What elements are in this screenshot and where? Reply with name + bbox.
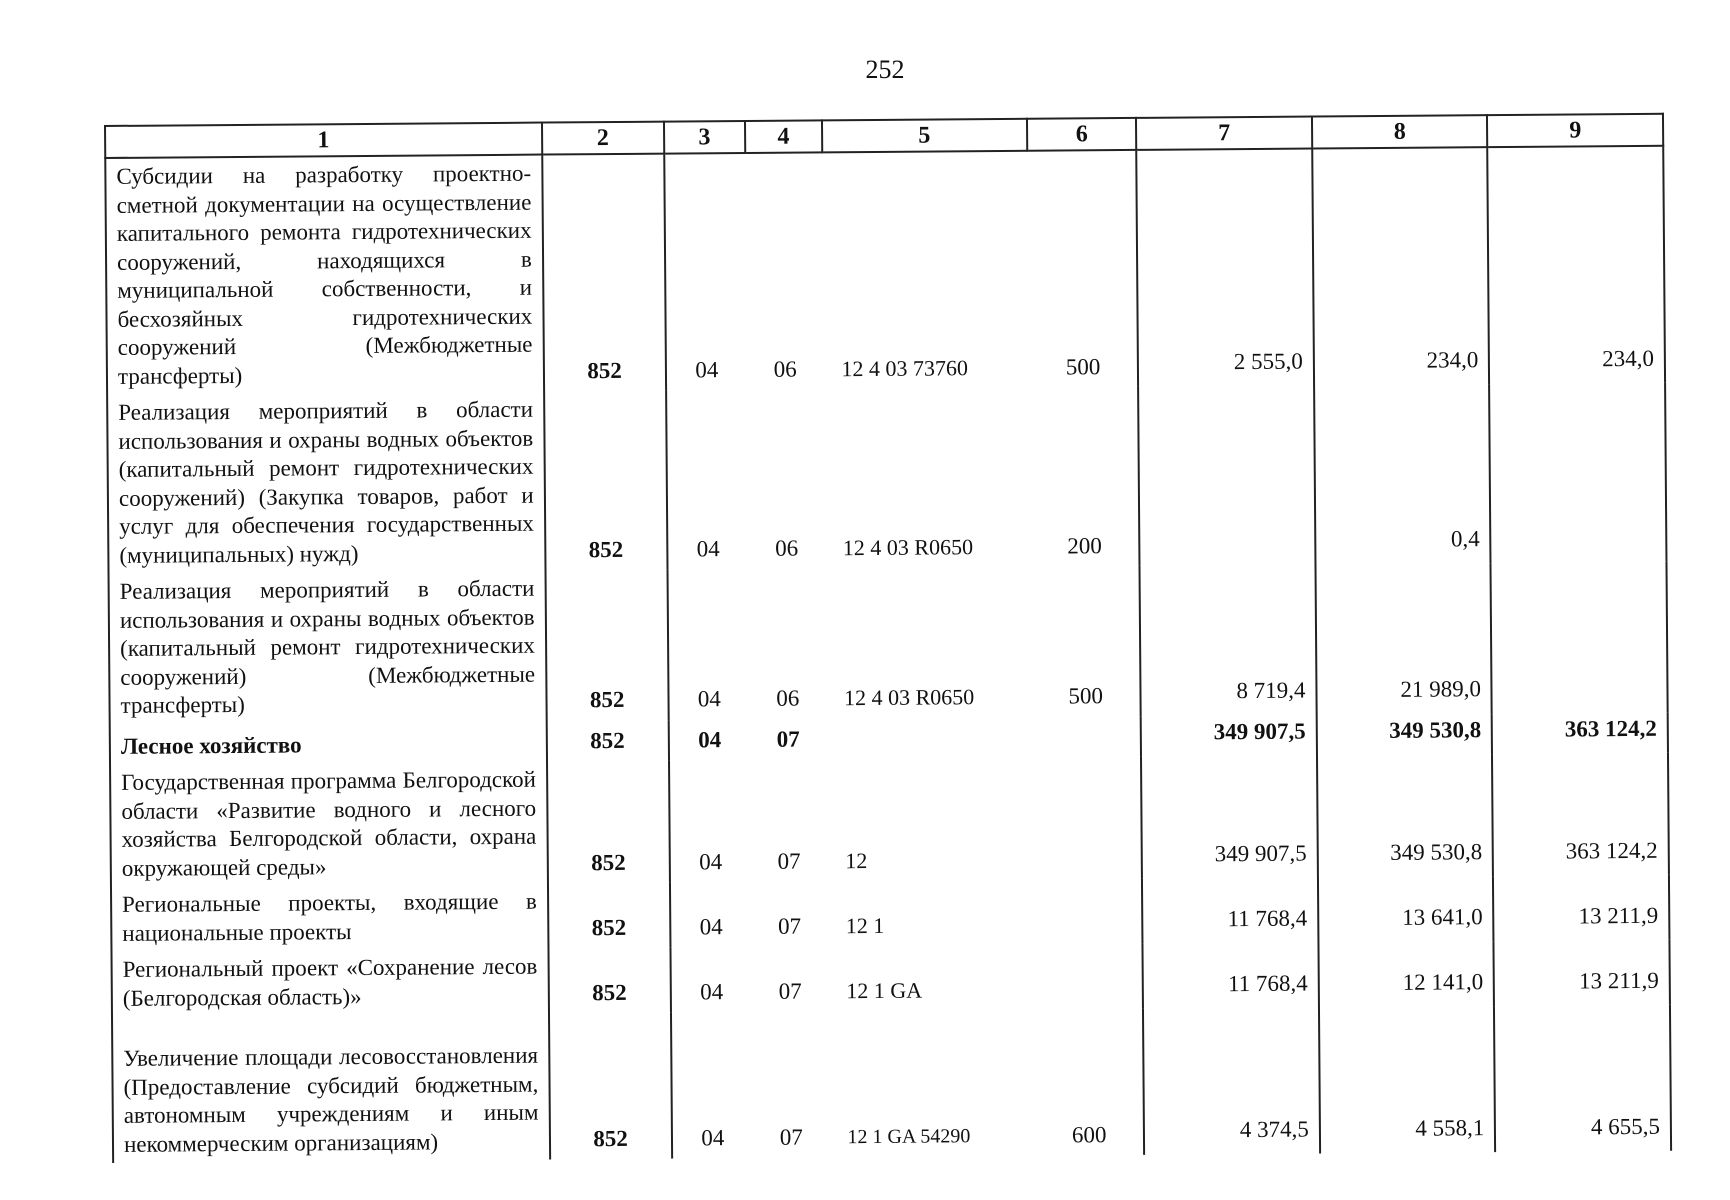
row-name: Региональный проект «Сохранение лесов (Белгородская область)» (111, 949, 548, 1017)
row-year-2: 4 558,1 (1319, 1006, 1496, 1153)
row-name: Реализация мероприятий в области использования и охраны водных объектов (капитальный ремонт гидротехнических сооружений) (Межбюджетные трансферты) (109, 571, 547, 725)
row-rz: 04 (667, 569, 750, 720)
row-csr (826, 717, 1032, 759)
row-year-2: 21 989,0 (1315, 563, 1492, 715)
row-vr (1033, 944, 1143, 1010)
header-col-6: 6 (1027, 118, 1137, 151)
row-vr: 500 (1027, 150, 1138, 388)
row-rz: 04 (670, 882, 752, 948)
header-col-2: 2 (542, 122, 664, 155)
row-year-1 (1138, 386, 1315, 566)
row-name: Реализация мероприятий в области использования и охраны водных объектов (капитальный ремонт гидротехнических сооружений) (Закупка товаров, работ и услуг для обеспечения государственных (муниципальных) нужд) (107, 392, 545, 574)
row-vr (1032, 716, 1142, 757)
header-col-8: 8 (1312, 115, 1488, 148)
table-row (105, 146, 1665, 395)
row-year-2: 13 641,0 (1318, 876, 1494, 942)
row-name: Региональные проекты, входящие в национальные проекты (111, 884, 548, 952)
row-vr: 600 (1034, 1009, 1145, 1156)
row-year-3: 363 124,2 (1492, 753, 1669, 876)
row-pr: 07 (779, 1124, 803, 1150)
header-col-9: 9 (1487, 114, 1663, 147)
row-pr: 07 (777, 848, 801, 874)
row-csr: 12 1 GA (846, 977, 923, 1003)
row-pr: 06 (775, 535, 799, 561)
row-csr: 12 1 GA 54290 (847, 1124, 971, 1148)
header-col-1: 1 (105, 123, 542, 158)
row-vr: 200 (1029, 387, 1140, 567)
row-name: Государственная программа Белгородской области «Развитие водного и лесного хозяйства Белгородской области, охрана окружающей среды» (110, 762, 548, 887)
table-row (111, 940, 1669, 1017)
row-pr: 07 (778, 913, 802, 939)
row-year-2: 349 530,8 (1317, 714, 1493, 756)
row-year-1: 2 555,0 (1137, 149, 1314, 387)
table-row (109, 562, 1668, 725)
row-rz: 04 (666, 390, 749, 570)
row-rz: 04 (668, 719, 750, 760)
row-ved: 852 (549, 1013, 672, 1160)
row-name: Увеличение площади лесовосстановления (Предоставление субсидий бюджетным, автономным учреждениям и иным некоммерческим организациям) (112, 1014, 550, 1163)
row-csr: 12 4 03 R0650 (843, 684, 975, 711)
row-year-3 (1490, 383, 1667, 563)
row-year-3 (1491, 562, 1668, 714)
row-ved: 852 (542, 154, 666, 392)
row-year-3: 363 124,2 (1492, 712, 1668, 754)
row-year-1: 349 907,5 (1141, 715, 1317, 757)
row-year-1: 349 907,5 (1141, 755, 1317, 878)
table-row (110, 753, 1669, 887)
table-row (107, 383, 1666, 574)
row-rz: 04 (670, 947, 752, 1013)
page-number: 252 (865, 55, 905, 84)
row-pr: 06 (773, 356, 797, 382)
row-ved: 852 (548, 948, 670, 1014)
row-ved: 852 (547, 761, 670, 884)
row-year-2: 12 141,0 (1318, 941, 1494, 1007)
row-year-3: 4 655,5 (1494, 1005, 1671, 1152)
row-year-3: 13 211,9 (1493, 875, 1669, 941)
row-year-1: 4 374,5 (1143, 1007, 1320, 1154)
row-rz: 04 (671, 1012, 754, 1159)
header-col-7: 7 (1136, 117, 1312, 150)
header-col-3: 3 (664, 121, 746, 154)
row-pr: 06 (776, 685, 800, 711)
row-year-2: 349 530,8 (1317, 754, 1493, 877)
table-row (112, 1005, 1671, 1163)
row-year-2: 234,0 (1312, 147, 1489, 385)
row-year-2: 0,4 (1314, 384, 1491, 564)
row-csr: 12 4 03 R0650 (842, 533, 974, 560)
row-year-1: 11 768,4 (1143, 942, 1319, 1008)
row-year-3: 13 211,9 (1494, 940, 1670, 1006)
table-row (111, 875, 1669, 952)
row-ved: 852 (544, 391, 667, 571)
header-col-4: 4 (745, 120, 822, 153)
row-vr: 500 (1030, 566, 1141, 717)
row-csr: 12 1 (845, 912, 885, 938)
header-col-5: 5 (822, 119, 1028, 153)
budget-table (104, 113, 1672, 1163)
row-rz: 04 (669, 760, 752, 883)
row-rz: 04 (664, 153, 747, 391)
row-ved: 852 (548, 883, 670, 949)
row-pr: 07 (778, 978, 802, 1004)
budget-table-container (104, 113, 1672, 1163)
row-pr: 07 (776, 726, 800, 752)
row-ved: 852 (546, 720, 668, 761)
row-csr: 12 (845, 847, 868, 873)
row-year-3: 234,0 (1488, 146, 1665, 384)
row-vr (1032, 757, 1142, 880)
row-year-1: 8 719,4 (1140, 564, 1317, 716)
row-csr: 12 4 03 73760 (841, 354, 969, 381)
row-name: Лесное хозяйство (110, 721, 547, 765)
row-ved: 852 (545, 570, 668, 721)
row-year-1: 11 768,4 (1142, 877, 1318, 943)
row-vr (1033, 879, 1143, 945)
row-name: Субсидии на разработку проектно-сметной документации на осуществление капитального ремонта гидротехнических сооружений, находящихся в муниципальной собственности, и бесхозяйных гидротехнических сооружений (Межбюджетные трансферты) (105, 155, 544, 395)
